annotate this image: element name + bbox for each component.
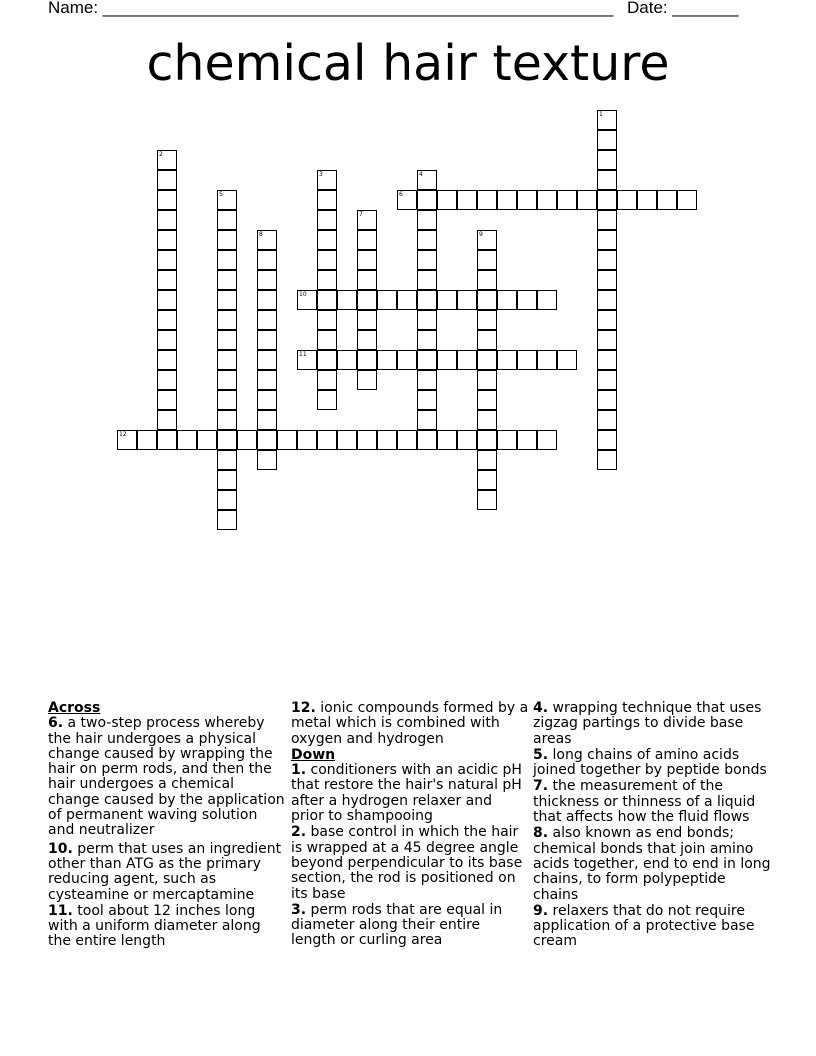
crossword-cell[interactable] (417, 350, 437, 370)
crossword-cell[interactable] (517, 290, 537, 310)
clue-text: ionic compounds formed by a metal which is combined with oxygen and hydrogen (291, 700, 529, 747)
crossword-cell[interactable] (217, 350, 237, 370)
clue-number: 8. (533, 825, 549, 842)
crossword-cell[interactable] (477, 450, 497, 470)
crossword-cell[interactable] (477, 470, 497, 490)
crossword-cell[interactable] (457, 290, 477, 310)
crossword-cell[interactable] (597, 430, 617, 450)
crossword-cell[interactable] (257, 390, 277, 410)
clue-text: a two-step process whereby the hair undergoes a physical change caused by wrapping the hair on perm rods, and then the hair undergoes a chemical change caused by the application of permanent waving solution and neutralizer (48, 715, 285, 839)
crossword-cell[interactable] (297, 290, 317, 310)
crossword-cell[interactable] (597, 450, 617, 470)
crossword-cell[interactable] (597, 410, 617, 430)
clue-across-12 (291, 701, 529, 747)
crossword-cell[interactable] (537, 190, 557, 210)
name-field-label: Name: ______________________________________________________ (48, 0, 614, 17)
crossword-cell[interactable] (217, 310, 237, 330)
crossword-cell[interactable] (217, 230, 237, 250)
clue-text: long chains of amino acids joined together by peptide bonds (533, 746, 767, 779)
crossword-cell[interactable] (217, 210, 237, 230)
crossword-cell[interactable] (597, 350, 617, 370)
crossword-cell[interactable] (517, 430, 537, 450)
crossword-cell[interactable] (537, 290, 557, 310)
crossword-cell[interactable] (557, 350, 577, 370)
crossword-cell[interactable] (477, 390, 497, 410)
crossword-cell[interactable] (157, 430, 177, 450)
crossword-cell[interactable] (577, 190, 597, 210)
crossword-cell[interactable] (257, 370, 277, 390)
crossword-cell[interactable] (477, 350, 497, 370)
crossword-cell[interactable] (377, 430, 397, 450)
crossword-cell[interactable] (217, 270, 237, 290)
clue-text: tool about 12 inches long with a uniform diameter along the entire length (48, 902, 261, 950)
crossword-cell[interactable] (597, 290, 617, 310)
clue-number: 6. (48, 715, 64, 732)
crossword-cell[interactable] (337, 290, 357, 310)
crossword-cell[interactable] (537, 430, 557, 450)
crossword-cell[interactable] (157, 370, 177, 390)
clue-text: base control in which the hair is wrapped at a 45 degree angle beyond perpendicular to its base section, the rod is positioned on its base (291, 824, 523, 902)
crossword-cell[interactable] (457, 190, 477, 210)
crossword-cell[interactable] (437, 190, 457, 210)
crossword-cell[interactable] (597, 330, 617, 350)
crossword-cell[interactable] (317, 330, 337, 350)
crossword-cell[interactable] (597, 270, 617, 290)
crossword-cell[interactable] (417, 310, 437, 330)
crossword-cell[interactable] (597, 110, 617, 130)
cell-number: 3 (319, 171, 323, 178)
crossword-cell[interactable] (157, 150, 177, 170)
crossword-cell[interactable] (217, 190, 237, 210)
crossword-cell[interactable] (257, 290, 277, 310)
crossword-cell[interactable] (357, 430, 377, 450)
crossword-cell[interactable] (217, 410, 237, 430)
crossword-cell[interactable] (597, 130, 617, 150)
clue-across-11 (48, 904, 286, 950)
crossword-cell[interactable] (317, 190, 337, 210)
crossword-cell[interactable] (357, 290, 377, 310)
clue-number: 7. (533, 778, 549, 795)
crossword-cell[interactable] (417, 410, 437, 430)
crossword-cell[interactable] (257, 430, 277, 450)
date-field-label: Date: _______ (627, 0, 739, 17)
crossword-cell[interactable] (317, 370, 337, 390)
crossword-cell[interactable] (617, 190, 637, 210)
crossword-cell[interactable] (217, 470, 237, 490)
clue-column-3 (533, 701, 771, 951)
cell-number: 10 (299, 291, 307, 298)
crossword-cell[interactable] (357, 330, 377, 350)
clue-text: perm that uses an ingredient other than ATG as the primary reducing agent, such as cysteamine or mercaptamine (48, 840, 282, 903)
crossword-cell[interactable] (337, 350, 357, 370)
crossword-cell[interactable] (157, 170, 177, 190)
crossword-cell[interactable] (517, 190, 537, 210)
crossword-cell[interactable] (257, 450, 277, 470)
clue-text: relaxers that do not require application of a protective base cream (533, 902, 755, 950)
down-heading: Down (291, 746, 336, 763)
cell-number: 12 (119, 431, 127, 438)
crossword-cell[interactable] (157, 410, 177, 430)
crossword-cell[interactable] (317, 430, 337, 450)
crossword-cell[interactable] (257, 230, 277, 250)
crossword-cell[interactable] (297, 430, 317, 450)
crossword-cell[interactable] (417, 330, 437, 350)
cell-number: 4 (419, 171, 423, 178)
crossword-cell[interactable] (217, 430, 237, 450)
crossword-cell[interactable] (417, 190, 437, 210)
crossword-cell[interactable] (197, 430, 217, 450)
crossword-cell[interactable] (597, 310, 617, 330)
crossword-cell[interactable] (437, 290, 457, 310)
crossword-cell[interactable] (157, 290, 177, 310)
crossword-cell[interactable] (597, 190, 617, 210)
crossword-cell[interactable] (517, 350, 537, 370)
crossword-cell[interactable] (477, 370, 497, 390)
clue-down-7 (533, 779, 771, 825)
crossword-cell[interactable] (177, 430, 197, 450)
crossword-cell[interactable] (317, 230, 337, 250)
crossword-cell[interactable] (477, 310, 497, 330)
crossword-cell[interactable] (157, 350, 177, 370)
crossword-cell[interactable] (417, 170, 437, 190)
clue-across-6 (48, 716, 286, 838)
crossword-cell[interactable] (357, 250, 377, 270)
crossword-cell[interactable] (457, 430, 477, 450)
crossword-cell[interactable] (157, 330, 177, 350)
crossword-cell[interactable] (597, 370, 617, 390)
clue-text: conditioners with an acidic pH that restore the hair's natural pH after a hydrogen relaxer and prior to shampooing (291, 762, 522, 825)
clue-text: the measurement of the thickness or thinness of a liquid that affects how the fluid flows (533, 778, 756, 826)
crossword-cell[interactable] (317, 390, 337, 410)
crossword-cell[interactable] (357, 370, 377, 390)
crossword-cell[interactable] (357, 270, 377, 290)
crossword-cell[interactable] (597, 230, 617, 250)
crossword-cell[interactable] (477, 430, 497, 450)
cell-number: 11 (299, 351, 307, 358)
crossword-cell[interactable] (157, 250, 177, 270)
crossword-cell[interactable] (357, 210, 377, 230)
clue-number: 11. (48, 902, 73, 919)
crossword-cell[interactable] (157, 390, 177, 410)
crossword-cell[interactable] (257, 350, 277, 370)
clue-text: also known as end bonds; chemical bonds that join amino acids together, end to end in long chains, to form polypeptide chains (533, 825, 771, 903)
crossword-cell[interactable] (557, 190, 577, 210)
crossword-cell[interactable] (217, 290, 237, 310)
clue-number: 5. (533, 746, 549, 763)
crossword-cell[interactable] (377, 350, 397, 370)
crossword-cell[interactable] (457, 350, 477, 370)
cell-number: 9 (479, 231, 483, 238)
clue-down-2 (291, 825, 529, 901)
crossword-cell[interactable] (477, 230, 497, 250)
crossword-cell[interactable] (157, 270, 177, 290)
crossword-cell[interactable] (537, 350, 557, 370)
clue-number: 12. (291, 700, 316, 716)
crossword-cell[interactable] (137, 430, 157, 450)
crossword-cell[interactable] (217, 390, 237, 410)
crossword-cell[interactable] (117, 430, 137, 450)
crossword-cell[interactable] (357, 310, 377, 330)
crossword-cell[interactable] (417, 230, 437, 250)
clue-text: wrapping technique that uses zigzag partings to divide base areas (533, 700, 762, 747)
cell-number: 1 (599, 111, 603, 118)
crossword-cell[interactable] (317, 210, 337, 230)
crossword-cell[interactable] (597, 250, 617, 270)
crossword-cell[interactable] (157, 230, 177, 250)
crossword-cell[interactable] (477, 190, 497, 210)
crossword-cell[interactable] (217, 330, 237, 350)
crossword-cell[interactable] (217, 370, 237, 390)
crossword-cell[interactable] (417, 270, 437, 290)
clue-down-8 (533, 826, 771, 902)
crossword-cell[interactable] (257, 410, 277, 430)
crossword-cell[interactable] (277, 430, 297, 450)
crossword-cell[interactable] (257, 250, 277, 270)
crossword-cell[interactable] (597, 170, 617, 190)
crossword-cell[interactable] (317, 270, 337, 290)
across-heading: Across (48, 700, 101, 716)
clue-number: 3. (291, 901, 307, 918)
cell-number: 5 (219, 191, 223, 198)
clue-text: perm rods that are equal in diameter along their entire length or curling area (291, 901, 503, 949)
clue-column-1 (48, 701, 286, 951)
cell-number: 7 (359, 211, 363, 218)
crossword-cell[interactable] (357, 350, 377, 370)
crossword-cell[interactable] (497, 430, 517, 450)
clue-number: 10. (48, 840, 73, 857)
crossword-cell[interactable] (477, 410, 497, 430)
crossword-cell[interactable] (477, 270, 497, 290)
crossword-cell[interactable] (157, 310, 177, 330)
cell-number: 6 (399, 191, 403, 198)
crossword-cell[interactable] (257, 330, 277, 350)
crossword-cell[interactable] (417, 390, 437, 410)
crossword-cell[interactable] (377, 290, 397, 310)
crossword-cell[interactable] (397, 430, 417, 450)
crossword-cell[interactable] (597, 210, 617, 230)
crossword-cell[interactable] (417, 250, 437, 270)
crossword-cell[interactable] (397, 350, 417, 370)
crossword-cell[interactable] (317, 170, 337, 190)
crossword-cell[interactable] (417, 210, 437, 230)
crossword-cell[interactable] (597, 150, 617, 170)
crossword-cell[interactable] (497, 290, 517, 310)
crossword-cell[interactable] (637, 190, 657, 210)
crossword-cell[interactable] (677, 190, 697, 210)
crossword-cell[interactable] (317, 290, 337, 310)
crossword-cell[interactable] (237, 430, 257, 450)
clue-down-5 (533, 748, 771, 779)
crossword-cell[interactable] (597, 390, 617, 410)
crossword-cell[interactable] (317, 250, 337, 270)
clue-down-4 (533, 701, 771, 747)
crossword-cell[interactable] (477, 290, 497, 310)
crossword-cell[interactable] (297, 350, 317, 370)
crossword-cell[interactable] (477, 330, 497, 350)
crossword-cell[interactable] (337, 430, 357, 450)
clue-column-2 (291, 701, 529, 950)
crossword-cell[interactable] (417, 290, 437, 310)
clue-number: 2. (291, 824, 307, 841)
crossword-cell[interactable] (417, 370, 437, 390)
clue-number: 1. (291, 762, 307, 779)
crossword-cell[interactable] (497, 350, 517, 370)
crossword-cell[interactable] (257, 270, 277, 290)
cell-number: 2 (159, 151, 163, 158)
clue-down-9 (533, 904, 771, 950)
clue-across-10 (48, 842, 286, 903)
crossword-cell[interactable] (437, 350, 457, 370)
crossword-cell[interactable] (217, 490, 237, 510)
crossword-cell[interactable] (317, 350, 337, 370)
crossword-cell[interactable] (477, 250, 497, 270)
crossword-cell[interactable] (657, 190, 677, 210)
crossword-cell[interactable] (357, 230, 377, 250)
crossword-cell[interactable] (497, 190, 517, 210)
crossword-cell[interactable] (317, 310, 337, 330)
crossword-cell[interactable] (397, 190, 417, 210)
page-title: chemical hair texture (146, 35, 670, 92)
clue-number: 4. (533, 700, 549, 716)
crossword-cell[interactable] (477, 490, 497, 510)
crossword-cell[interactable] (217, 450, 237, 470)
crossword-cell[interactable] (417, 430, 437, 450)
clue-down-3 (291, 903, 529, 949)
crossword-cell[interactable] (157, 210, 177, 230)
crossword-cell[interactable] (157, 190, 177, 210)
crossword-cell[interactable] (437, 430, 457, 450)
cell-number: 8 (259, 231, 263, 238)
clue-down-1 (291, 763, 529, 824)
crossword-cell[interactable] (257, 310, 277, 330)
crossword-cell[interactable] (397, 290, 417, 310)
crossword-cell[interactable] (217, 510, 237, 530)
crossword-cell[interactable] (217, 250, 237, 270)
clue-number: 9. (533, 902, 549, 919)
